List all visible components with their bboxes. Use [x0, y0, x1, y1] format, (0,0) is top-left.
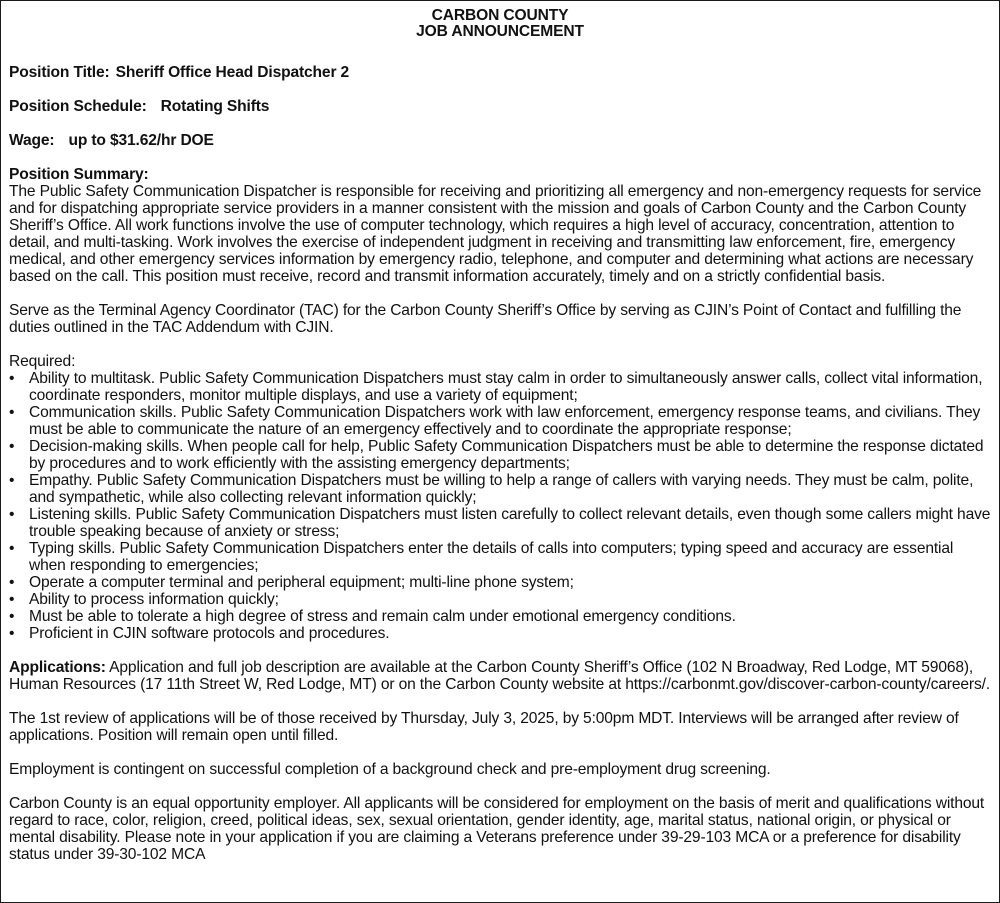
position-schedule-line: [9, 98, 991, 115]
bullet-icon: •: [9, 591, 15, 608]
review-paragraph: The 1st review of applications will be of those received by Thursday, July 3, 2025, by 5:00pm MDT. Interviews will be arranged after review of applications. Position will remain open until filled.: [9, 710, 959, 744]
bullet-icon: •: [9, 370, 15, 387]
list-item-text: Empathy. Public Safety Communication Dispatchers must be willing to help a range of callers with varying needs. They must be calm, polite, and sympathetic, while also collecting relevant information quickly;: [29, 472, 974, 506]
position-title-value: Sheriff Office Head Dispatcher 2: [115, 64, 350, 81]
list-item: [9, 438, 991, 472]
position-title-label: Position Title:: [9, 64, 110, 81]
list-item-text: Proficient in CJIN software protocols and procedures.: [29, 625, 390, 642]
position-schedule-label: Position Schedule:: [9, 98, 147, 115]
list-item-text: Communication skills. Public Safety Communication Dispatchers work with law enforcement, emergency response teams, and civilians. They must be able to communicate the nature of an emergency effectively and to coordinate the appropriate response;: [29, 404, 981, 438]
bullet-icon: •: [9, 625, 15, 642]
list-item-text: Typing skills. Public Safety Communication Dispatchers enter the details of calls into computers; typing speed and accuracy are essential when responding to emergencies;: [29, 540, 954, 574]
applications-heading: Applications:: [9, 659, 106, 676]
announcement-header: [9, 8, 991, 40]
announcement-title: JOB ANNOUNCEMENT: [416, 23, 584, 40]
list-item-text: Ability to process information quickly;: [29, 591, 279, 608]
bullet-icon: •: [9, 540, 15, 557]
list-item: [9, 591, 991, 608]
position-summary-heading: Position Summary:: [9, 166, 149, 183]
required-label: Required:: [9, 353, 76, 370]
position-summary: [9, 166, 991, 285]
eeo-paragraph: Carbon County is an equal opportunity employer. All applicants will be considered for employment on the basis of merit and qualifications without regard to race, color, religion, creed, political ideas, sex, sexual orientation, gender identity, age, marital status, national origin, or physical or mental disability. Please note in your application if you are claiming a Veterans preference under 39-29-103 MCA or a preference for disability status under 39-30-102 MCA: [9, 795, 985, 863]
position-summary-body: The Public Safety Communication Dispatcher is responsible for receiving and prioritizing all emergency and non-emergency requests for service and for dispatching appropriate service providers in a manner consistent with the mission and goals of Carbon County and the Carbon County Sheriff’s Office. All work functions involve the use of computer technology, which requires a high level of accuracy, concentration, attention to detail, and multi-tasking. Work involves the exercise of independent judgment in receiving and transmitting law enforcement, fire, emergency medical, and other emergency services information by emergency radio, telephone, and computer and determining what actions are necessary based on the call. This position must receive, record and transmit information accurately, timely and on a strictly confidential basis.: [9, 183, 982, 285]
list-item-text: Operate a computer terminal and peripheral equipment; multi-line phone system;: [29, 574, 574, 591]
list-item-text: Must be able to tolerate a high degree of stress and remain calm under emotional emergency conditions.: [29, 608, 736, 625]
list-item: [9, 506, 991, 540]
list-item: [9, 404, 991, 438]
list-item: [9, 370, 991, 404]
position-title-line: [9, 64, 991, 81]
county-name: CARBON COUNTY: [431, 7, 569, 24]
list-item: [9, 574, 991, 591]
bullet-icon: •: [9, 404, 15, 421]
list-item: [9, 540, 991, 574]
wage-value: up to $31.62/hr DOE: [68, 132, 214, 149]
bullet-icon: •: [9, 574, 15, 591]
list-item: [9, 472, 991, 506]
applications-body: Application and full job description are available at the Carbon County Sheriff’s Office (102 N Broadway, Red Lodge, MT 59068), Human Resources (17 11th Street W, Red Lodge, MT) or on the Carbon County website at https://carbonmt.gov/discover-carbon-county/careers/.: [9, 659, 990, 693]
applications-paragraph: [9, 659, 991, 693]
wage-line: [9, 132, 991, 149]
list-item-text: Ability to multitask. Public Safety Communication Dispatchers must stay calm in order to simultaneously answer calls, collect vital information, coordinate responders, monitor multiple displays, and use a variety of equipment;: [29, 370, 983, 404]
position-schedule-value: Rotating Shifts: [160, 98, 270, 115]
list-item: [9, 625, 991, 642]
bullet-icon: •: [9, 472, 15, 489]
bullet-icon: •: [9, 438, 15, 455]
list-item-text: Listening skills. Public Safety Communication Dispatchers must listen carefully to collect relevant details, even though some callers might have trouble speaking because of anxiety or stress;: [29, 506, 991, 540]
list-item-text: Decision-making skills. When people call for help, Public Safety Communication Dispatchers must be able to determine the response dictated by procedures and to work efficiently with the assisting emergency departments;: [29, 438, 984, 472]
required-list: [9, 370, 991, 642]
list-item: [9, 608, 991, 625]
wage-label: Wage:: [9, 132, 55, 149]
tac-paragraph: Serve as the Terminal Agency Coordinator (TAC) for the Carbon County Sheriff’s Office by serving as CJIN’s Point of Contact and fulfilling the duties outlined in the TAC Addendum with CJIN.: [9, 302, 962, 336]
employment-paragraph: Employment is contingent on successful completion of a background check and pre-employment drug screening.: [9, 761, 771, 778]
bullet-icon: •: [9, 608, 15, 625]
bullet-icon: •: [9, 506, 15, 523]
